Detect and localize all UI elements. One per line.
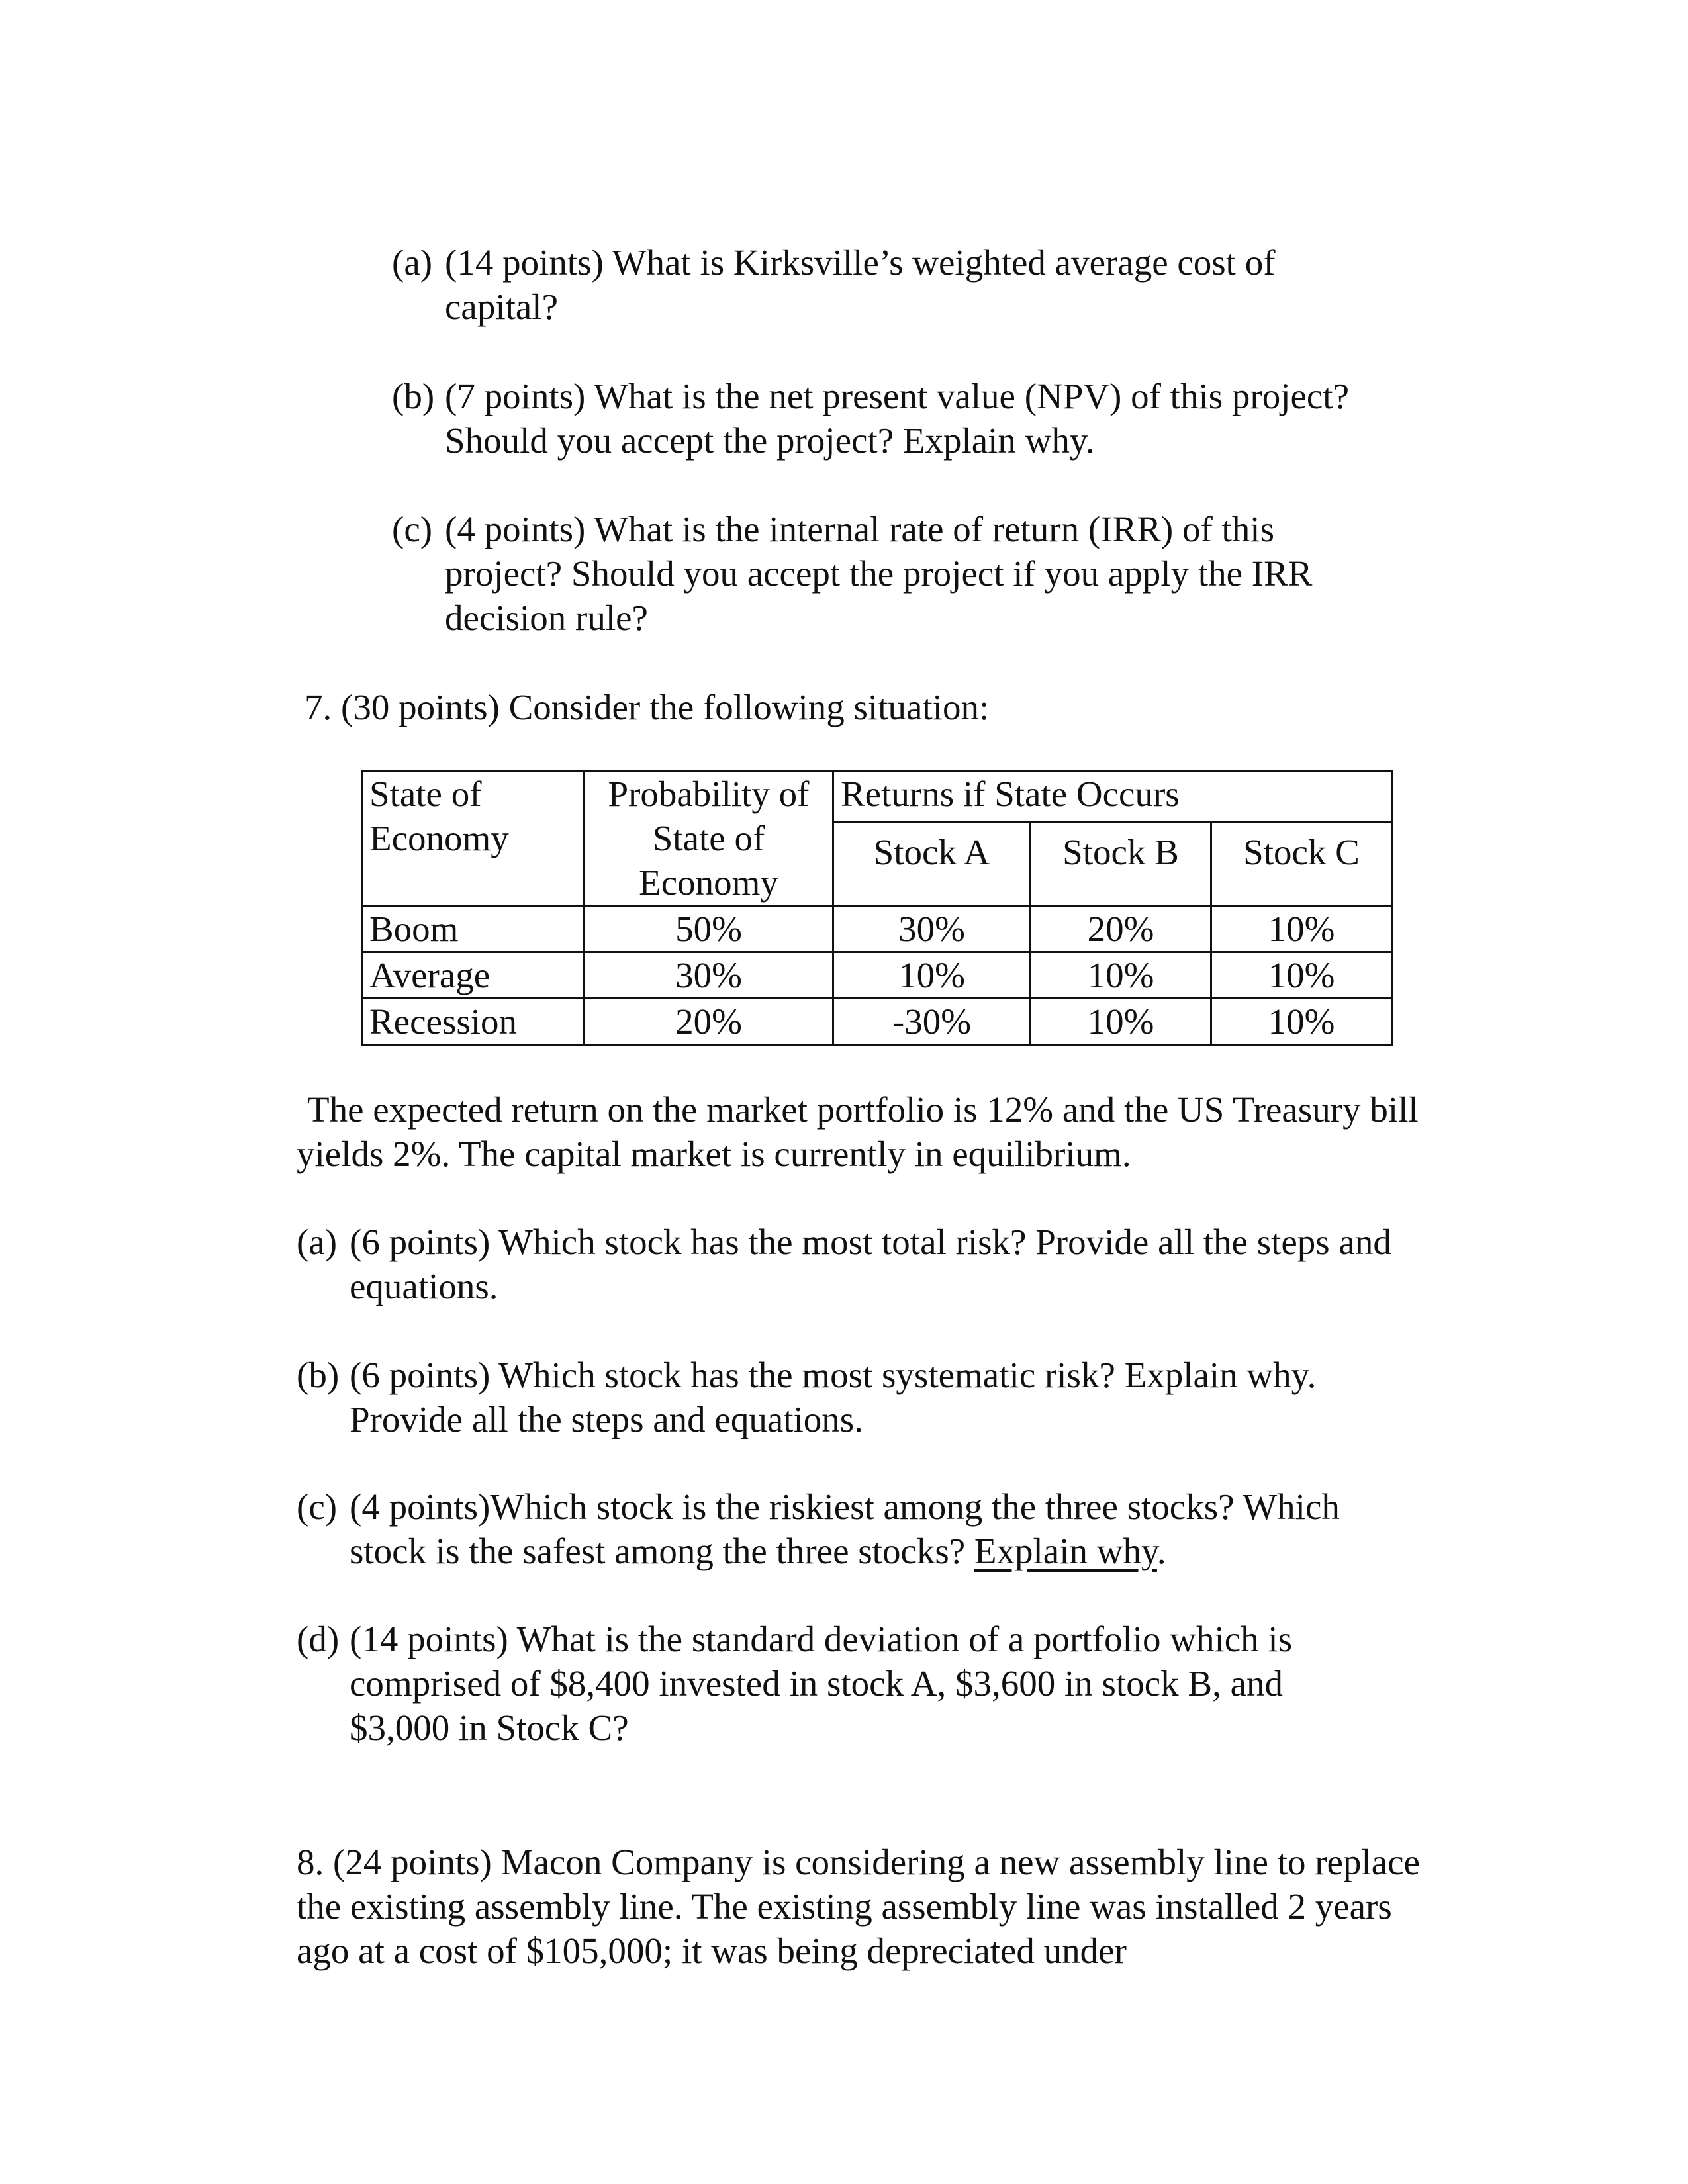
row-probability: 30%: [585, 952, 833, 999]
header-stock-b: Stock B: [1031, 823, 1211, 906]
row-probability: 20%: [585, 999, 833, 1045]
q7-part-a: [297, 1220, 1395, 1308]
row-stock-a: 30%: [833, 906, 1031, 952]
table-header-row: [362, 771, 1392, 823]
q6-part-a-text: (14 points) What is Kirksville’s weighted average cost of capital?: [445, 242, 1276, 327]
q7-part-a-label: (a): [297, 1222, 338, 1262]
header-stock-a: Stock A: [833, 823, 1031, 906]
row-stock-b: 10%: [1031, 999, 1211, 1045]
q7-part-d: [297, 1617, 1369, 1750]
market-paragraph: The expected return on the market portfolio is 12% and the US Treasury bill yields 2%. The capital market is currently in equilibrium.: [297, 1089, 1419, 1174]
row-stock-c: 10%: [1211, 999, 1392, 1045]
row-state: Recession: [362, 999, 585, 1045]
q7-part-c-end: .: [1156, 1531, 1166, 1571]
q6-part-b-text: (7 points) What is the net present value (NPV) of this project? Should you accept the project? Explain why.: [445, 376, 1350, 461]
q7-part-d-label: (d): [297, 1619, 340, 1659]
q7-part-d-text: (14 points) What is the standard deviation of a portfolio which is comprised of $8,400 invested in stock A, $3,600 in stock B, and $3,000 in Stock C?: [350, 1619, 1293, 1748]
q7-part-b-text: (6 points) Which stock has the most systematic risk? Explain why. Provide all the steps and equations.: [350, 1355, 1317, 1439]
q7-part-b: [297, 1353, 1389, 1441]
row-stock-a: 10%: [833, 952, 1031, 999]
table-row: [362, 906, 1392, 952]
q6-part-b: [392, 374, 1418, 463]
q7-part-c-text: (4 points)Which stock is the riskiest among the three stocks? Which stock is the safest among the three stocks?: [350, 1486, 1340, 1571]
q7-part-b-label: (b): [297, 1355, 340, 1395]
q6-part-a: [392, 240, 1352, 329]
header-returns: Returns if State Occurs: [833, 771, 1392, 823]
row-probability: 50%: [585, 906, 833, 952]
q7-intro: 7. (30 points) Consider the following situation:: [305, 687, 990, 727]
q6-part-a-label: (a): [392, 242, 433, 283]
header-probability: Probability of State of Economy: [585, 771, 833, 906]
explain-why-underlined: Explain why: [974, 1531, 1157, 1571]
q7-part-c-body: [350, 1484, 1409, 1573]
row-stock-c: 10%: [1211, 952, 1392, 999]
row-state: Boom: [362, 906, 585, 952]
row-stock-b: 20%: [1031, 906, 1211, 952]
table-row: [362, 952, 1392, 999]
table-row: [362, 999, 1392, 1045]
q6-part-b-label: (b): [392, 376, 435, 416]
q6-part-c-label: (c): [392, 509, 433, 549]
q7-part-c-label: (c): [297, 1486, 338, 1527]
header-stock-c: Stock C: [1211, 823, 1392, 906]
header-state-of-economy: State of Economy: [362, 771, 585, 906]
q7-part-c: [297, 1484, 1409, 1573]
row-stock-b: 10%: [1031, 952, 1211, 999]
row-stock-a: -30%: [833, 999, 1031, 1045]
row-stock-c: 10%: [1211, 906, 1392, 952]
q6-part-c-text: (4 points) What is the internal rate of return (IRR) of this project? Should you accept the project if you apply the IRR decision rule?: [445, 509, 1313, 638]
states-returns-table: [361, 770, 1393, 1046]
q7-part-a-text: (6 points) Which stock has the most total risk? Provide all the steps and equations.: [350, 1222, 1391, 1306]
q6-part-c: [392, 507, 1365, 640]
q8-paragraph: 8. (24 points) Macon Company is considering a new assembly line to replace the existing assembly line. The existing assembly line was installed 2 years ago at a cost of $105,000; it was being depreciated under: [297, 1842, 1420, 1971]
row-state: Average: [362, 952, 585, 999]
